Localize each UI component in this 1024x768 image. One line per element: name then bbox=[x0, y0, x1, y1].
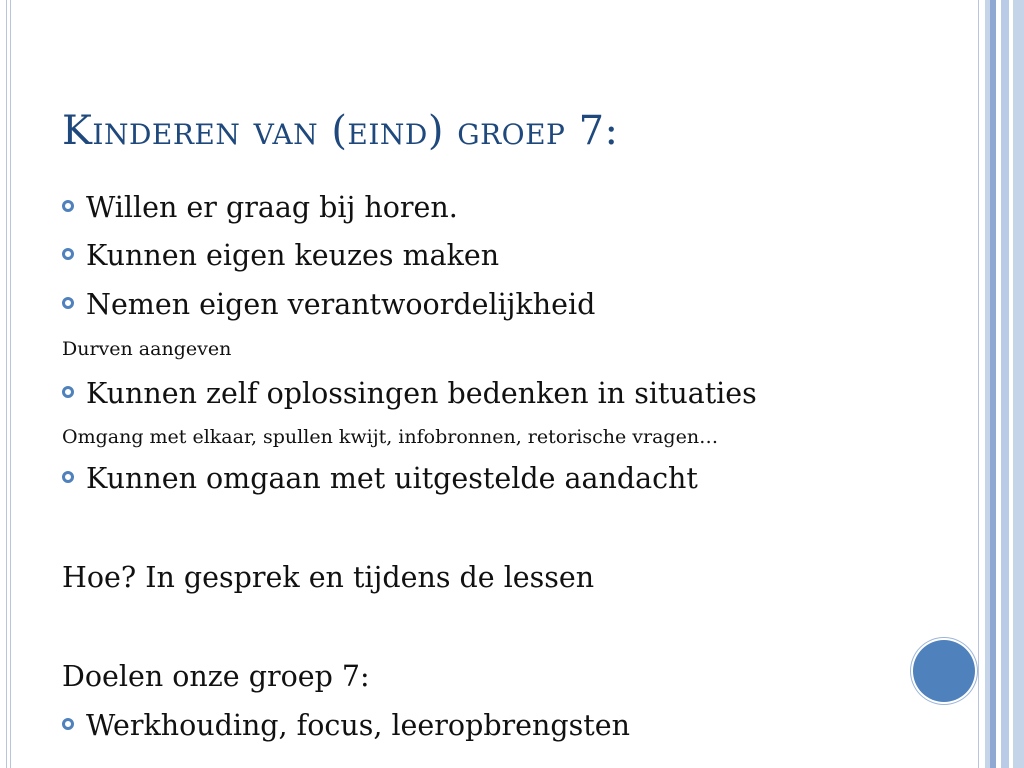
bullet-text: Kunnen omgaan met uitgestelde aandacht bbox=[86, 462, 698, 495]
bullet-text: Kunnen zelf oplossingen bedenken in situaties bbox=[86, 377, 757, 410]
plain-text: Hoe? In gesprek en tijdens de lessen bbox=[62, 561, 595, 594]
right-stripe bbox=[1001, 0, 1009, 768]
right-stripe bbox=[978, 0, 985, 768]
bullet-item bbox=[62, 191, 458, 224]
left-border-line bbox=[10, 0, 11, 768]
sub-text: Omgang met elkaar, spullen kwijt, infobronnen, retorische vragen… bbox=[62, 426, 719, 448]
bullet-item bbox=[62, 377, 757, 410]
bullet-item bbox=[62, 239, 499, 272]
bullet-text: Willen er graag bij horen. bbox=[86, 191, 458, 224]
bullet-text: Nemen eigen verantwoordelijkheid bbox=[86, 288, 596, 321]
bullet-item bbox=[62, 462, 698, 495]
sub-text: Durven aangeven bbox=[62, 338, 232, 360]
hollow-circle-bullet-icon bbox=[62, 248, 74, 260]
bullet-item bbox=[62, 288, 595, 321]
plain-text: Doelen onze groep 7: bbox=[62, 660, 370, 693]
hollow-circle-bullet-icon bbox=[62, 200, 74, 212]
slide-title: Kinderen van (eind) groep 7: bbox=[62, 108, 619, 154]
decorative-circle-icon bbox=[913, 640, 975, 702]
left-border-line bbox=[6, 0, 7, 768]
bullet-text: Kunnen eigen keuzes maken bbox=[86, 239, 500, 272]
bullet-item bbox=[62, 709, 630, 742]
hollow-circle-bullet-icon bbox=[62, 386, 74, 398]
hollow-circle-bullet-icon bbox=[62, 471, 74, 483]
hollow-circle-bullet-icon bbox=[62, 718, 74, 730]
hollow-circle-bullet-icon bbox=[62, 297, 74, 309]
bullet-text: Werkhouding, focus, leeropbrengsten bbox=[86, 709, 630, 742]
right-stripe bbox=[1013, 0, 1024, 768]
